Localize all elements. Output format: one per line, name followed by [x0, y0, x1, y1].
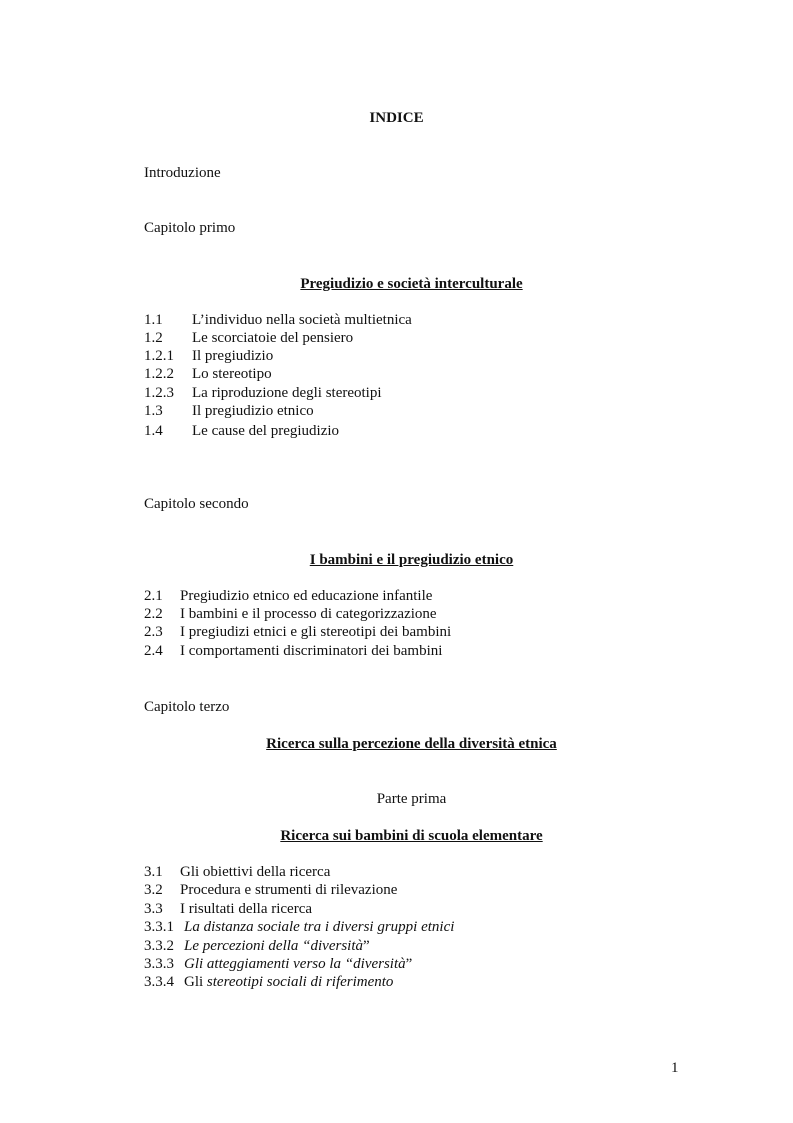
toc-entry — [144, 900, 312, 918]
toc-text: La riproduzione degli stereotipi — [192, 385, 382, 401]
toc-text: Lo stereotipo — [192, 366, 272, 382]
part-label: Parte prima — [376, 791, 447, 807]
toc-subentry — [144, 973, 393, 991]
toc-entry — [144, 347, 273, 365]
toc-text: I comportamenti discriminatori dei bambini — [180, 643, 443, 659]
toc-number: 3.3.3 — [144, 956, 174, 972]
toc-text-italic: Le percezioni della “diversità — [184, 938, 364, 954]
toc-number: 2.1 — [144, 588, 163, 604]
toc-number: 1.2 — [144, 330, 163, 346]
toc-text-prefix: Gli — [184, 974, 207, 990]
toc-number: 3.2 — [144, 882, 163, 898]
toc-text: I pregiudizi etnici e gli stereotipi dei bambini — [180, 624, 452, 640]
toc-subentry — [144, 955, 412, 973]
toc-text: Il pregiudizio etnico — [192, 403, 314, 419]
toc-number: 1.3 — [144, 403, 163, 419]
toc-text-suffix: ” — [405, 956, 413, 972]
toc-text-suffix: ” — [363, 938, 370, 954]
chapter2-heading: I bambini e il pregiudizio etnico — [309, 552, 514, 568]
toc-number: 2.4 — [144, 643, 163, 659]
toc-entry — [144, 863, 330, 881]
toc-entry — [144, 422, 339, 440]
chapter1-heading: Pregiudizio e società interculturale — [300, 276, 523, 292]
part-heading: Ricerca sui bambini di scuola elementare — [280, 828, 543, 844]
toc-text-italic: Gli atteggiamenti verso la “diversità — [184, 956, 406, 972]
toc-number: 3.3 — [144, 901, 163, 917]
toc-entry — [144, 384, 382, 402]
toc-subentry — [144, 918, 454, 936]
toc-number: 1.2.3 — [144, 385, 174, 401]
toc-text-italic: La distanza sociale tra i diversi gruppi etnici — [184, 919, 455, 935]
toc-text: I risultati della ricerca — [180, 901, 313, 917]
toc-number: 3.3.2 — [144, 938, 174, 954]
toc-number: 1.1 — [144, 312, 163, 328]
toc-entry — [144, 605, 437, 623]
chapter3-label: Capitolo terzo — [144, 699, 230, 715]
page-number: 1 — [671, 1060, 679, 1076]
toc-text: Procedura e strumenti di rilevazione — [180, 882, 398, 898]
toc-entry — [144, 642, 442, 660]
toc-entry — [144, 587, 432, 605]
toc-text: I bambini e il processo di categorizzazione — [180, 606, 437, 622]
toc-number: 1.4 — [144, 423, 163, 439]
toc-text-italic: stereotipi sociali di riferimento — [206, 974, 394, 990]
toc-number: 3.1 — [144, 864, 163, 880]
toc-text: Le cause del pregiudizio — [192, 423, 340, 439]
chapter1-label: Capitolo primo — [144, 220, 236, 236]
toc-entry — [144, 402, 314, 420]
chapter2-label: Capitolo secondo — [144, 496, 249, 512]
toc-number: 3.3.4 — [144, 974, 174, 990]
toc-number: 2.2 — [144, 606, 163, 622]
toc-entry — [144, 311, 412, 329]
toc-number: 2.3 — [144, 624, 163, 640]
page-title: INDICE — [369, 110, 424, 126]
chapter3-heading: Ricerca sulla percezione della diversità etnica — [266, 736, 557, 752]
toc-number: 3.3.1 — [144, 919, 174, 935]
toc-text: Le scorciatoie del pensiero — [192, 330, 354, 346]
toc-number: 1.2.2 — [144, 366, 174, 382]
toc-entry — [144, 623, 451, 641]
toc-number: 1.2.1 — [144, 348, 174, 364]
toc-text: L’individuo nella società multietnica — [192, 312, 412, 328]
toc-text: Il pregiudizio — [192, 348, 274, 364]
toc-entry — [144, 365, 272, 383]
toc-entry — [144, 329, 353, 347]
intro-entry: Introduzione — [144, 165, 221, 181]
toc-entry — [144, 881, 397, 899]
toc-text: Pregiudizio etnico ed educazione infantile — [180, 588, 433, 604]
toc-subentry — [144, 937, 370, 955]
toc-text: Gli obiettivi della ricerca — [180, 864, 331, 880]
